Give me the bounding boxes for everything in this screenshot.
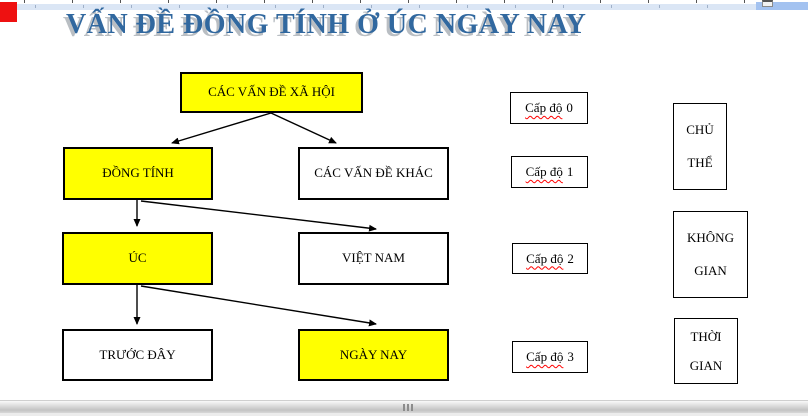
node-cac-van-de-khac[interactable]: [298, 147, 449, 200]
legend-line: GIAN: [689, 357, 723, 373]
node-label: VIỆT NAM: [342, 250, 405, 266]
node-ngay-nay[interactable]: [298, 329, 449, 381]
level-box-1[interactable]: [511, 156, 588, 188]
grip-bars-icon[interactable]: [403, 404, 413, 411]
node-cac-van-de-xa-hoi[interactable]: [180, 72, 363, 113]
node-label: CÁC VẤN ĐỀ KHÁC: [314, 165, 433, 181]
level-number: 2: [567, 250, 574, 266]
arrow-uc-to-ngaynay[interactable]: [141, 286, 376, 324]
legend-khong-gian[interactable]: [673, 211, 748, 298]
level-label: Cấp độ: [525, 164, 563, 179]
level-box-3[interactable]: [512, 341, 588, 373]
page-title[interactable]: VẤN ĐỀ ĐỒNG TÍNH Ở ÚC NGÀY NAY: [66, 9, 587, 40]
level-number: 0: [566, 100, 573, 115]
level-number: 1: [566, 164, 574, 179]
node-truoc-day[interactable]: [62, 329, 213, 381]
arrow-root-to-khac[interactable]: [271, 113, 336, 143]
legend-line: CHỦ: [686, 122, 714, 137]
legend-line: KHÔNG: [687, 230, 734, 245]
level-number: 3: [567, 349, 574, 364]
node-viet-nam[interactable]: [298, 232, 449, 285]
arrow-root-to-dongtinh[interactable]: [172, 113, 271, 143]
legend-thoi-gian[interactable]: [674, 318, 738, 384]
level-box-0[interactable]: [510, 92, 588, 124]
level-label: Cấp độ: [525, 100, 563, 115]
level-label: Cấp độ: [526, 349, 564, 364]
node-uc[interactable]: [62, 232, 213, 285]
arrow-dongtinh-to-vietnam[interactable]: [141, 201, 376, 229]
level-box-2[interactable]: [512, 243, 588, 274]
legend-chu-the[interactable]: [673, 103, 727, 190]
legend-line: THỜI: [690, 328, 722, 344]
node-label: TRƯỚC ĐÂY: [99, 346, 176, 362]
node-dong-tinh[interactable]: [63, 147, 213, 200]
node-label: CÁC VẤN ĐỀ XÃ HỘI: [208, 84, 335, 100]
legend-line: GIAN: [694, 263, 727, 278]
legend-line: THỂ: [687, 155, 713, 170]
level-label: Cấp độ: [526, 250, 564, 266]
node-label: ĐỒNG TÍNH: [102, 165, 174, 181]
node-label: NGÀY NAY: [339, 346, 408, 362]
node-label: ÚC: [128, 250, 147, 266]
